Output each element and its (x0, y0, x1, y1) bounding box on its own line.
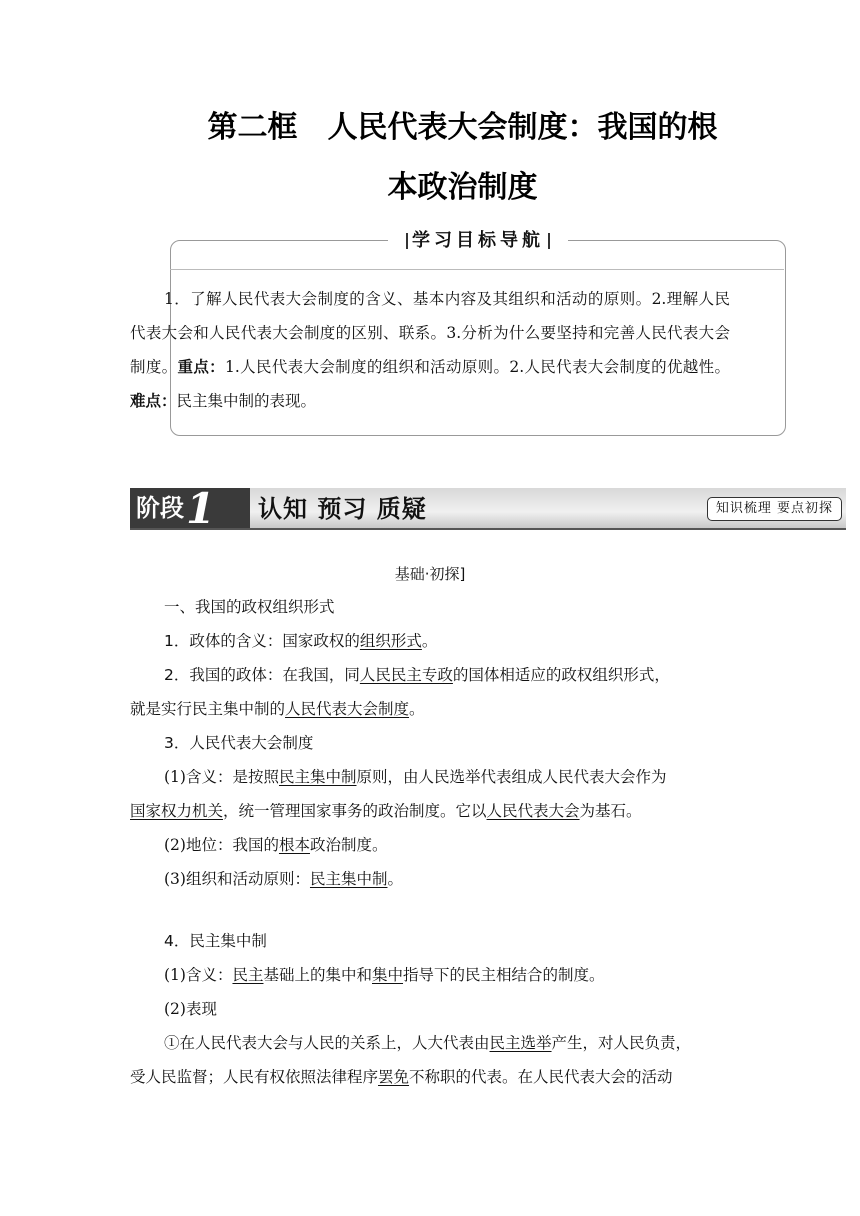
page-title-line2: 本政治制度 (387, 170, 538, 205)
item-2: 2．我国的政体：在我国，同人民民主专政的国体相适应的政权组织形式， (164, 666, 670, 684)
objectives-text: 1．了解人民代表大会制度的含义、基本内容及其组织和活动的原则。2.理解人民代表大会和人民代表大会制度的区别、联系。3.分析为什么要坚持和完善人民代表大会制度。重点：1.人民代表大会制度的组织和活动原则。2.人民代表大会制度的优越性。难点：民主集中制的表现。 (130, 290, 730, 410)
stage-tag: 知识梳理 要点初探 (707, 497, 842, 521)
stage-title: 认知 预习 质疑 (258, 494, 427, 523)
item-3-2: (2)地位：我国的根本政治制度。 (164, 836, 388, 854)
objectives-divider (170, 269, 784, 270)
item-2-cont: 就是实行民主集中制的人民代表大会制度。 (130, 700, 425, 718)
stage-label: 阶段1 (130, 488, 250, 528)
objectives-header: 学习目标导航 (388, 226, 568, 256)
item-1: 1．政体的含义：国家政权的组织形式。 (164, 632, 438, 650)
item-3-1-cont: 国家权力机关，统一管理国家事务的政治制度。它以人民代表大会为基石。 (130, 802, 642, 820)
page-title-line1: 第二框 人民代表大会制度：我国的根 (207, 110, 718, 145)
item-3-heading: 3．人民代表大会制度 (164, 734, 314, 752)
difficult-label: 难点： (130, 392, 177, 410)
section-subtitle: 基础·初探] (394, 565, 466, 583)
item-4-2: (2)表现 (164, 1000, 217, 1018)
stage-banner (130, 484, 846, 533)
item-3-1: (1)含义：是按照民主集中制原则，由人民选举代表组成人民代表大会作为 (164, 768, 667, 786)
item-4-3: ①在人民代表大会与人民的关系上，人大代表由民主选举产生，对人民负责， (164, 1034, 692, 1052)
item-4-3-cont: 受人民监督；人民有权依照法律程序罢免不称职的代表。在人民代表大会的活动 (130, 1068, 673, 1086)
item-4-1: (1)含义：民主基础上的集中和集中指导下的民主相结合的制度。 (164, 966, 605, 984)
item-3-3: (3)组织和活动原则：民主集中制。 (164, 870, 403, 888)
item-4-heading: 4．民主集中制 (164, 932, 267, 950)
key-label: 重点： (177, 358, 226, 376)
stage-number: 1 (186, 484, 216, 533)
heading-1: 一、我国的政权组织形式 (164, 598, 335, 616)
